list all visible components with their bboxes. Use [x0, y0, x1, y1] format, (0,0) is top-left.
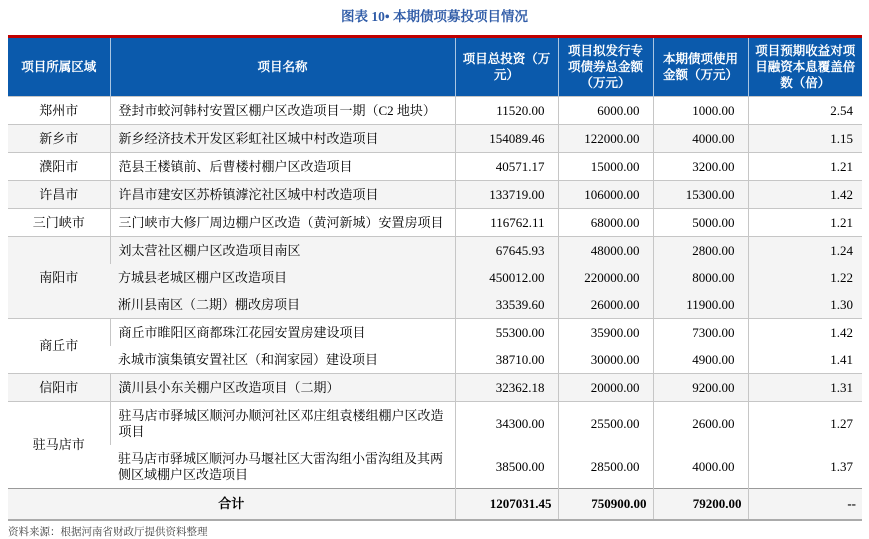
table-row: [8, 291, 862, 319]
header-row: [8, 37, 862, 97]
bond-amount-cell: 68000.00: [558, 209, 653, 237]
ratio-cell: 1.22: [748, 264, 862, 291]
investment-cell: 34300.00: [455, 402, 558, 446]
project-name-cell: 刘太营社区棚户区改造项目南区: [110, 237, 455, 265]
project-name-cell: 驻马店市驿城区顺河办顺河社区邓庄组袁楼组棚户区改造项目: [110, 402, 455, 446]
investment-cell: 55300.00: [455, 319, 558, 347]
col-header-region: 项目所属区域: [8, 37, 110, 97]
used-amount-cell: 11900.00: [653, 291, 748, 319]
investment-cell: 67645.93: [455, 237, 558, 265]
ratio-cell: 2.54: [748, 97, 862, 125]
ratio-cell: 1.21: [748, 209, 862, 237]
bond-amount-cell: 25500.00: [558, 402, 653, 446]
bond-amount-cell: 20000.00: [558, 374, 653, 402]
ratio-cell: 1.31: [748, 374, 862, 402]
used-amount-cell: 1000.00: [653, 97, 748, 125]
used-amount-cell: 8000.00: [653, 264, 748, 291]
table-row: [8, 374, 862, 402]
table-row: [8, 346, 862, 374]
project-name-cell: 范县王楼镇前、后曹楼村棚户区改造项目: [110, 153, 455, 181]
investment-cell: 38500.00: [455, 445, 558, 489]
project-name-cell: 方城县老城区棚户区改造项目: [110, 264, 455, 291]
bond-amount-cell: 30000.00: [558, 346, 653, 374]
bond-amount-cell: 6000.00: [558, 97, 653, 125]
region-cell: 信阳市: [8, 374, 110, 402]
ratio-cell: 1.15: [748, 125, 862, 153]
region-cell: 驻马店市: [8, 402, 110, 489]
total-bond-amount-cell: 750900.00: [558, 489, 653, 521]
used-amount-cell: 15300.00: [653, 181, 748, 209]
project-name-cell: 驻马店市驿城区顺河办马堰社区大雷沟组小雷沟组及其两侧区域棚户区改造项目: [110, 445, 455, 489]
table-row: [8, 402, 862, 446]
table-row: [8, 97, 862, 125]
bond-amount-cell: 15000.00: [558, 153, 653, 181]
investment-cell: 11520.00: [455, 97, 558, 125]
region-cell: 新乡市: [8, 125, 110, 153]
table-body: [8, 97, 862, 521]
used-amount-cell: 3200.00: [653, 153, 748, 181]
ratio-cell: 1.30: [748, 291, 862, 319]
used-amount-cell: 9200.00: [653, 374, 748, 402]
table-row: [8, 209, 862, 237]
bond-amount-cell: 28500.00: [558, 445, 653, 489]
col-header-project-name: 项目名称: [110, 37, 455, 97]
total-label-cell: 合计: [8, 489, 455, 521]
table-row: [8, 319, 862, 347]
col-header-coverage-ratio: 项目预期收益对项目融资本息覆盖倍数（倍）: [748, 37, 862, 97]
investment-cell: 38710.00: [455, 346, 558, 374]
col-header-current-bond-used: 本期债项使用金额（万元）: [653, 37, 748, 97]
investment-cell: 133719.00: [455, 181, 558, 209]
ratio-cell: 1.21: [748, 153, 862, 181]
table-row: [8, 181, 862, 209]
bond-projects-table: [8, 35, 862, 521]
bond-amount-cell: 122000.00: [558, 125, 653, 153]
investment-cell: 154089.46: [455, 125, 558, 153]
used-amount-cell: 5000.00: [653, 209, 748, 237]
region-cell: 濮阳市: [8, 153, 110, 181]
table-row: [8, 237, 862, 265]
table-row: [8, 153, 862, 181]
used-amount-cell: 4000.00: [653, 445, 748, 489]
total-row: [8, 489, 862, 521]
ratio-cell: 1.24: [748, 237, 862, 265]
project-name-cell: 登封市蛟河韩村安置区棚户区改造项目一期（C2 地块）: [110, 97, 455, 125]
region-cell: 商丘市: [8, 319, 110, 374]
project-name-cell: 商丘市睢阳区商都珠江花园安置房建设项目: [110, 319, 455, 347]
project-name-cell: 潢川县小东关棚户区改造项目（二期）: [110, 374, 455, 402]
col-header-bond-issue-amount: 项目拟发行专项债券总金额（万元）: [558, 37, 653, 97]
used-amount-cell: 2800.00: [653, 237, 748, 265]
ratio-cell: 1.42: [748, 181, 862, 209]
bond-amount-cell: 35900.00: [558, 319, 653, 347]
table-row: [8, 445, 862, 489]
table-title: 图表 10• 本期债项募投项目情况: [341, 9, 528, 24]
used-amount-cell: 4000.00: [653, 125, 748, 153]
ratio-cell: 1.41: [748, 346, 862, 374]
project-name-cell: 淅川县南区（二期）棚改房项目: [110, 291, 455, 319]
used-amount-cell: 4900.00: [653, 346, 748, 374]
total-ratio-cell: --: [748, 489, 862, 521]
investment-cell: 116762.11: [455, 209, 558, 237]
source-note: 资料来源：根据河南省财政厅提供资料整理: [8, 527, 208, 538]
bond-amount-cell: 220000.00: [558, 264, 653, 291]
region-cell: 许昌市: [8, 181, 110, 209]
bond-amount-cell: 26000.00: [558, 291, 653, 319]
bond-amount-cell: 48000.00: [558, 237, 653, 265]
ratio-cell: 1.37: [748, 445, 862, 489]
total-investment-cell: 1207031.45: [455, 489, 558, 521]
table-row: [8, 125, 862, 153]
table-row: [8, 264, 862, 291]
investment-cell: 450012.00: [455, 264, 558, 291]
project-name-cell: 新乡经济技术开发区彩虹社区城中村改造项目: [110, 125, 455, 153]
investment-cell: 33539.60: [455, 291, 558, 319]
investment-cell: 40571.17: [455, 153, 558, 181]
ratio-cell: 1.42: [748, 319, 862, 347]
investment-cell: 32362.18: [455, 374, 558, 402]
project-name-cell: 永城市演集镇安置社区（和润家园）建设项目: [110, 346, 455, 374]
region-cell: 郑州市: [8, 97, 110, 125]
col-header-total-investment: 项目总投资（万元）: [455, 37, 558, 97]
table-header: [8, 37, 862, 97]
total-used-amount-cell: 79200.00: [653, 489, 748, 521]
used-amount-cell: 2600.00: [653, 402, 748, 446]
project-name-cell: 许昌市建安区苏桥镇滹沱社区城中村改造项目: [110, 181, 455, 209]
ratio-cell: 1.27: [748, 402, 862, 446]
bond-amount-cell: 106000.00: [558, 181, 653, 209]
region-cell: 三门峡市: [8, 209, 110, 237]
used-amount-cell: 7300.00: [653, 319, 748, 347]
project-name-cell: 三门峡市大修厂周边棚户区改造（黄河新城）安置房项目: [110, 209, 455, 237]
region-cell: 南阳市: [8, 237, 110, 319]
